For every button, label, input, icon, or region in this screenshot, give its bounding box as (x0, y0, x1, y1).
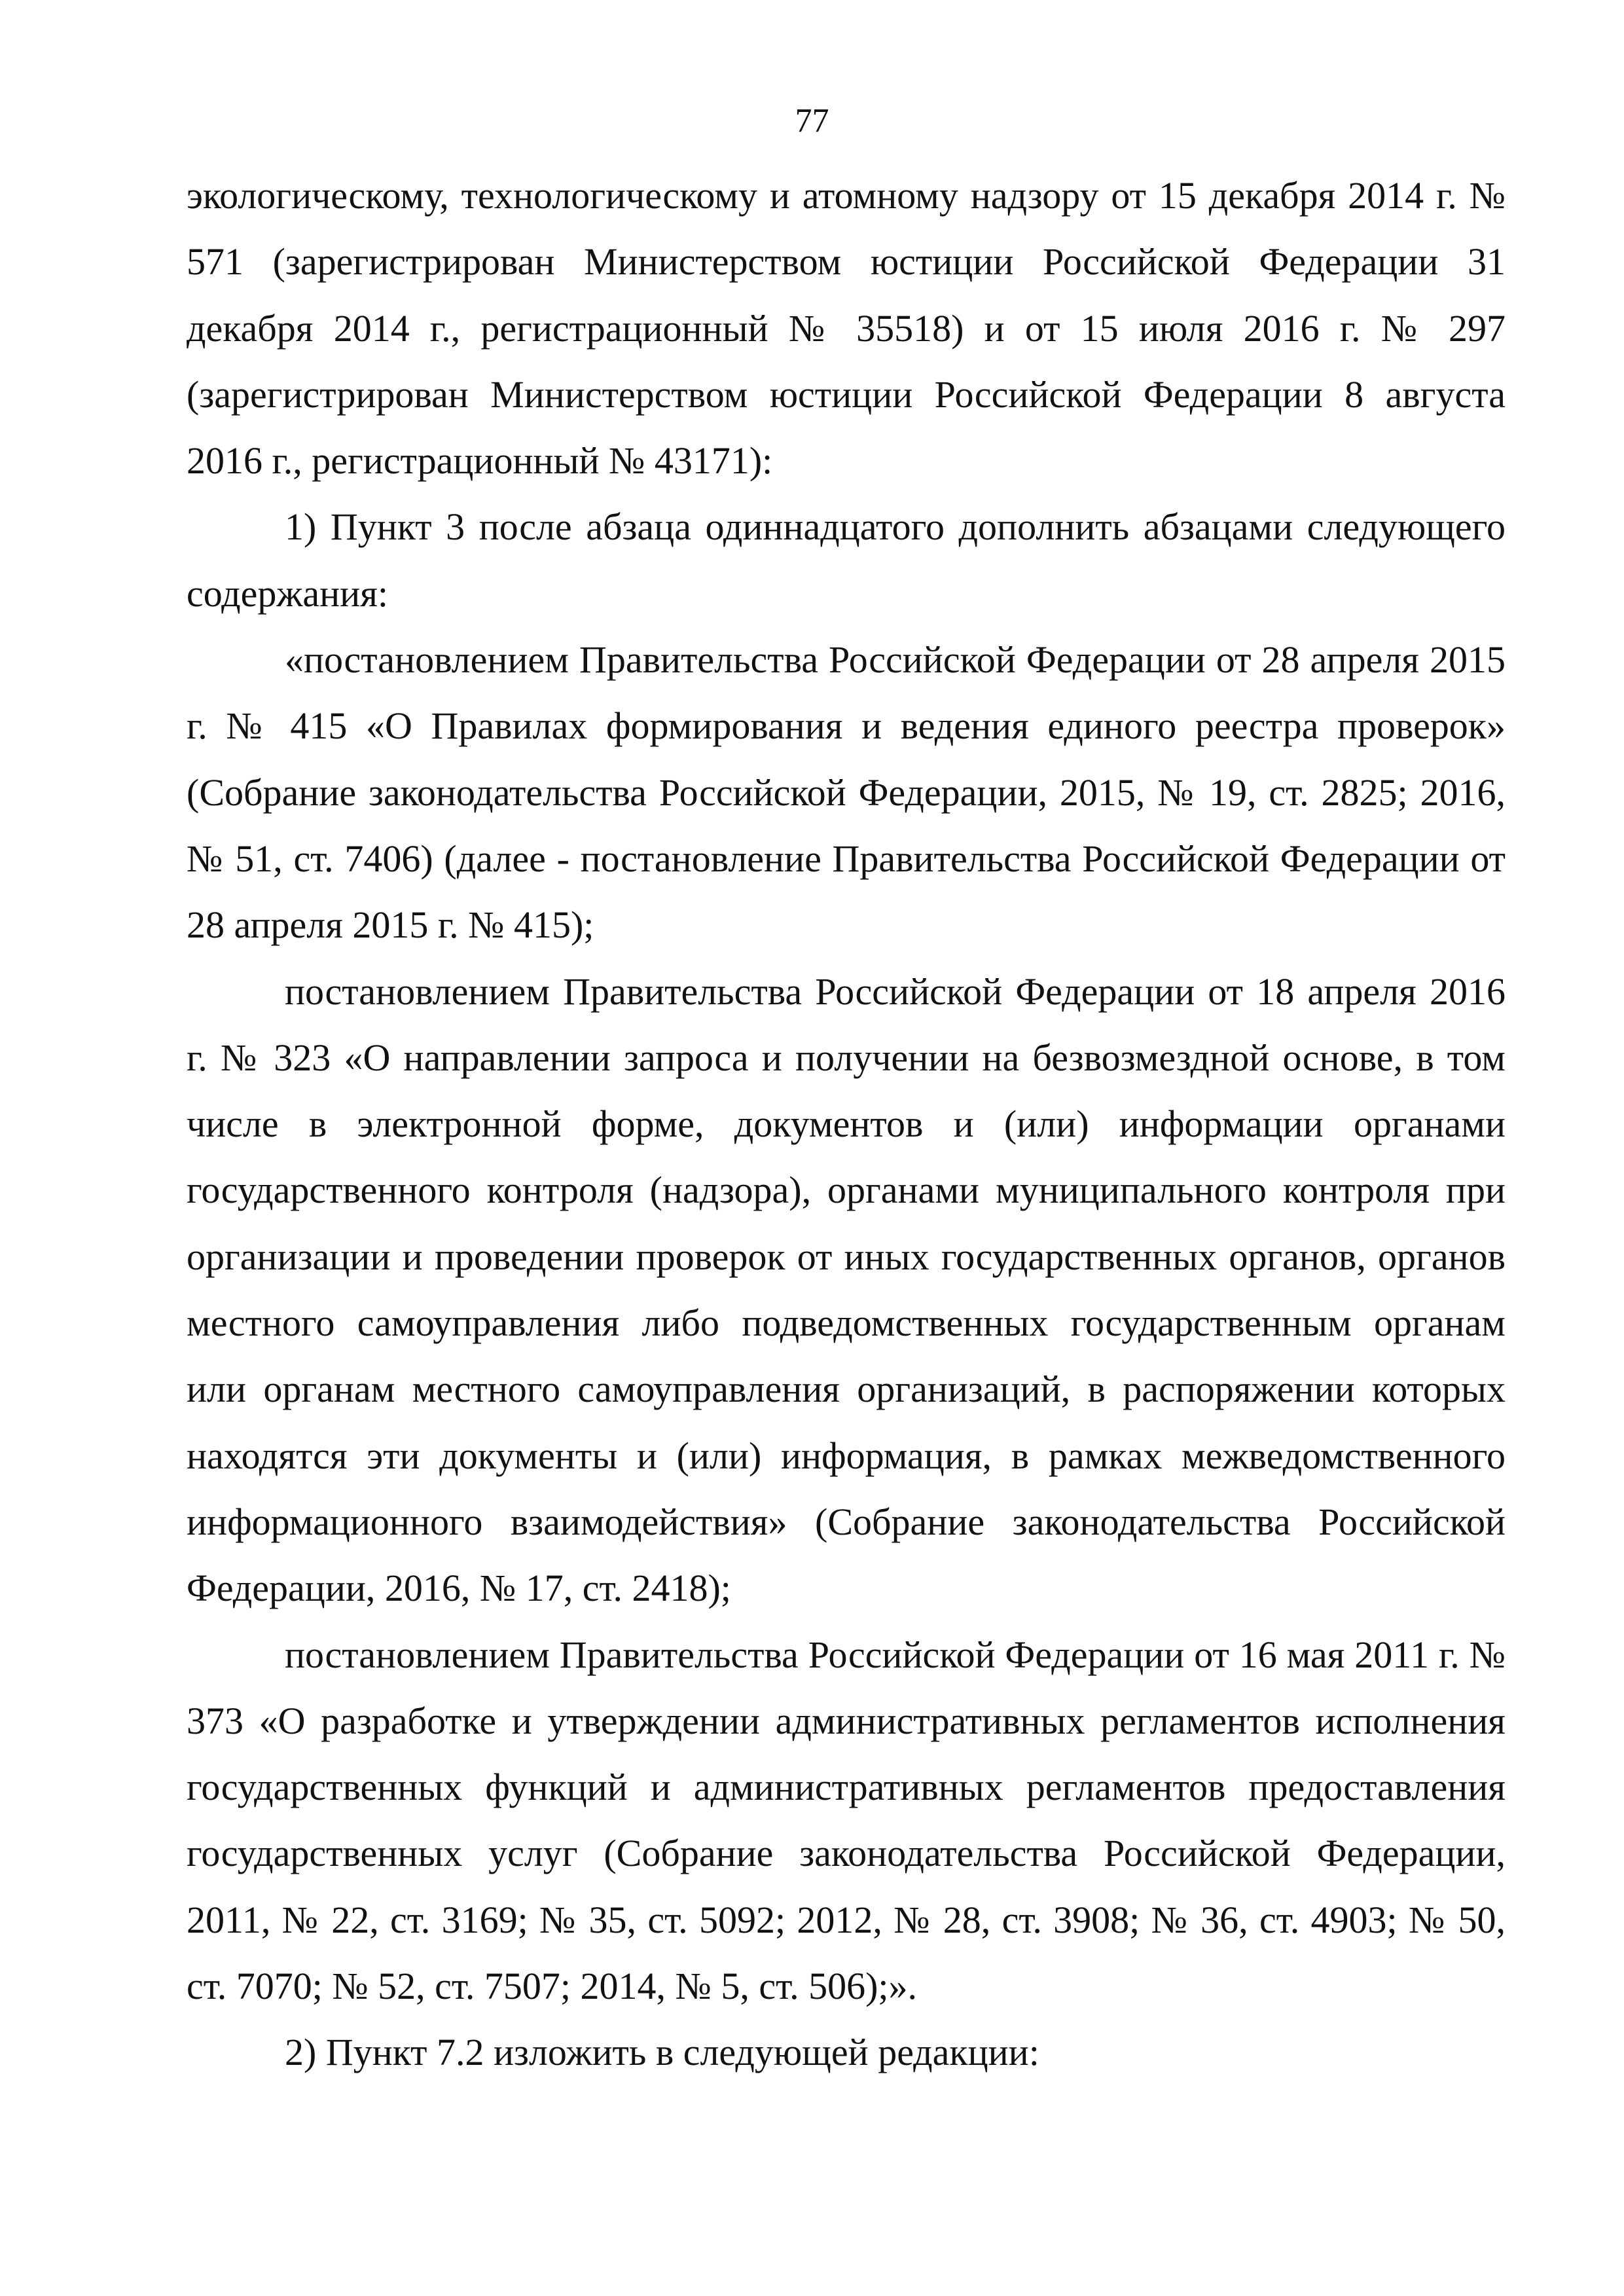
page-number: 77 (795, 102, 829, 139)
paragraph-amendment-references: экологическому, технологическому и атомному надзору от 15 декабря 2014 г. № 571 (зарегистрирован Министерством юстиции Российской Федерации 31 декабря 2014 г., регистрационный № 35518) и от 15 июля 2016 г. № 297 (зарегистрирован Министерством юстиции Российской Федерации 8 августа 2016 г., регистрационный № 43171): (187, 174, 1506, 483)
paragraph-resolution-323: постановлением Правительства Российской Федерации от 18 апреля 2016 г. № 323 «О направлении запроса и получении на безвозмездной основе, в том числе в электронной форме, документов и (или) информации органами государственного контроля (надзора), органами муниципального контроля при организации и проведении проверок от иных государственных органов, органов местного самоуправления либо подведомственных государственным органам или органам местного самоуправления организаций, в распоряжении которых находятся эти документы и (или) информация, в рамках межведомственного информационного взаимодействия» (Собрание законодательства Российской Федерации, 2016, № 17, ст. 2418); (187, 970, 1506, 1610)
paragraph-resolution-373: постановлением Правительства Российской Федерации от 16 мая 2011 г. № 373 «О разработке и утверждении административных регламентов исполнения государственных функций и административных регламентов предоставления государственных услуг (Собрание законодательства Российской Федерации, 2011, № 22, ст. 3169; № 35, ст. 5092; 2012, № 28, ст. 3908; № 36, ст. 4903; № 50, ст. 7070; № 52, ст. 7507; 2014, № 5, ст. 506);». (187, 1633, 1506, 2008)
document-body (187, 162, 1506, 2086)
paragraph-resolution-415: «постановлением Правительства Российской Федерации от 28 апреля 2015 г. № 415 «О Правилах формирования и ведения единого реестра проверок» (Собрание законодательства Российской Федерации, 2015, № 19, ст. 2825; 2016, № 51, ст. 7406) (далее - постановление Правительства Российской Федерации от 28 апреля 2015 г. № 415); (187, 638, 1506, 947)
paragraph-item-2: 2) Пункт 7.2 изложить в следующей редакции: (285, 2031, 1039, 2074)
paragraph-item-1: 1) Пункт 3 после абзаца одиннадцатого дополнить абзацами следующего содержания: (187, 505, 1506, 615)
